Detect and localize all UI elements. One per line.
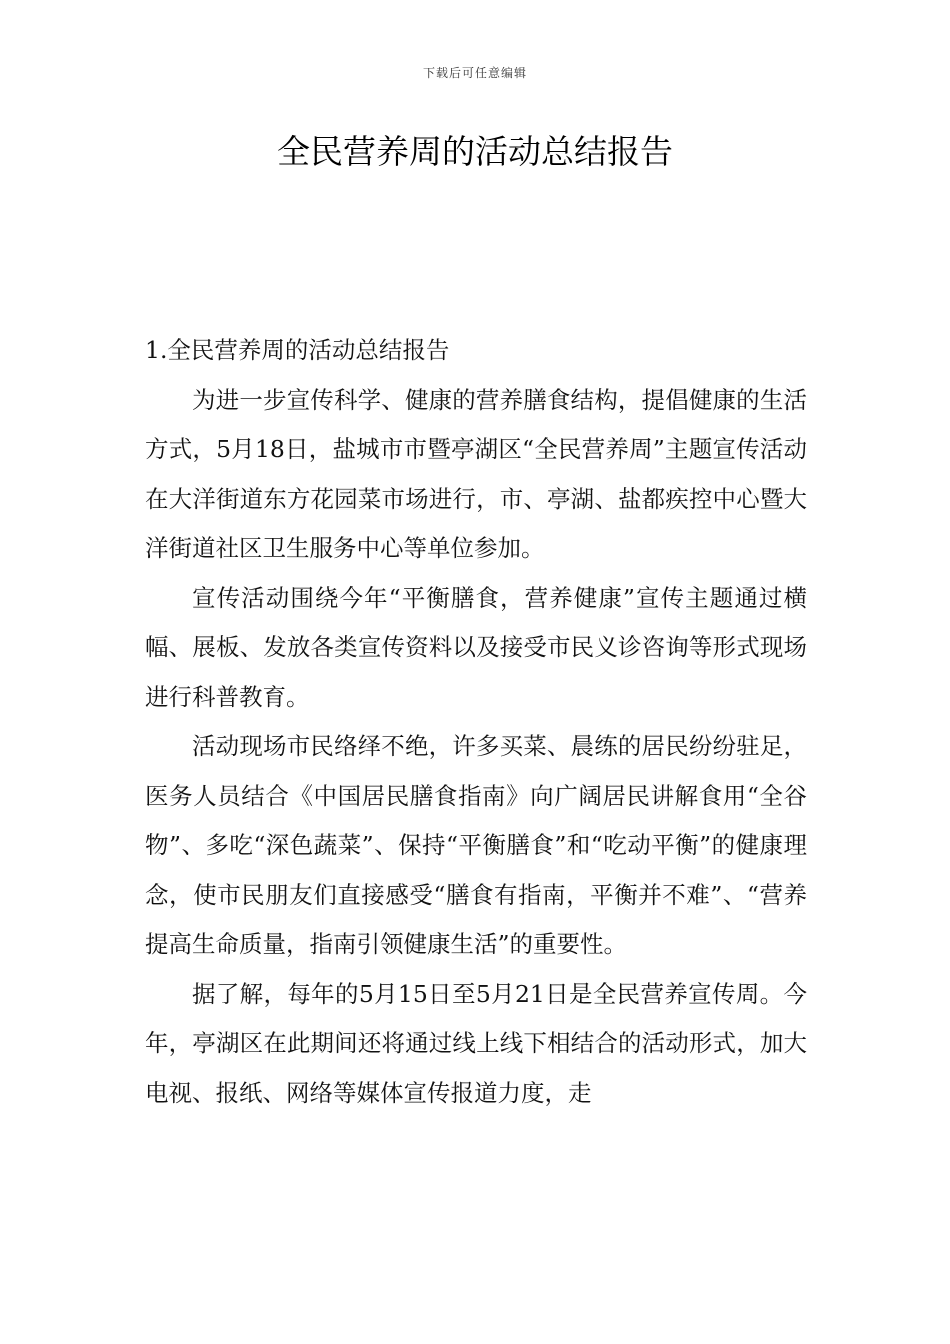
header-note: 下载后可任意编辑 (422, 66, 527, 80)
paragraph: 据了解，每年的5月15日至5月21日是全民营养宣传周。今年，亭湖区在此期间还将通过线上线下相结合的活动形式，加大电视、报纸、网络等媒体宣传报道力度，走 (145, 979, 807, 1107)
document-title: 全民营养周的活动总结报告 (277, 132, 673, 171)
paragraph: 宣传活动围绕今年“平衡膳食，营养健康”宣传主题通过横幅、展板、发放各类宣传资料以及接受市民义诊咨询等形式现场进行科普教育。 (145, 583, 807, 711)
paragraph: 为进一步宣传科学、健康的营养膳食结构，提倡健康的生活方式，5月18日，盐城市市暨亭湖区“全民营养周”主题宣传活动在大洋街道东方花园菜市场进行，市、亭湖、盐都疾控中心暨大洋街道社区卫生服务中心等单位参加。 (145, 385, 807, 562)
section-heading: 1.全民营养周的活动总结报告 (145, 336, 450, 364)
paragraph: 活动现场市民络绎不绝，许多买菜、晨练的居民纷纷驻足，医务人员结合《中国居民膳食指南》向广阔居民讲解食用“全谷物”、多吃“深色蔬菜”、保持“平衡膳食”和“吃动平衡”的健康理念，使市民朋友们直接感受“膳食有指南，平衡并不难”、“营养提高生命质量，指南引领健康生活”的重要性。 (145, 732, 807, 958)
document-body (145, 326, 807, 1118)
